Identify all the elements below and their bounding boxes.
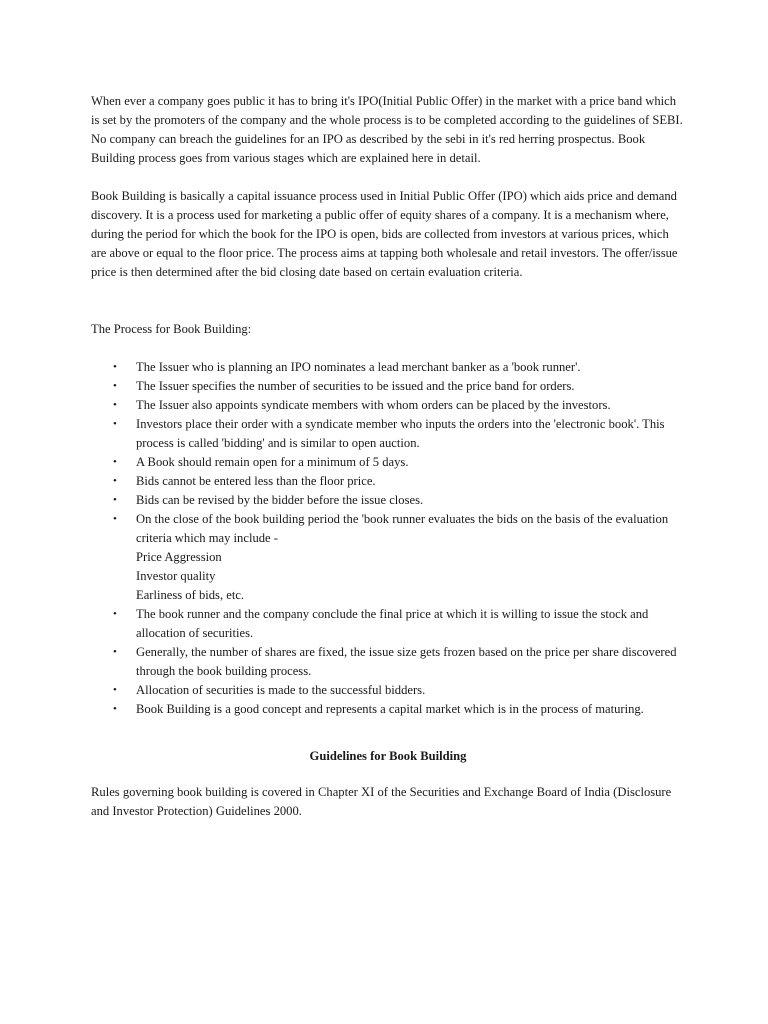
bullet-icon: • [113,703,117,715]
criteria-item: Price Aggression [136,550,222,564]
list-item [91,377,685,396]
step-text: The book runner and the company conclude the final price at which it is willing to issue the stock and allocation of securities. [136,607,649,640]
list-item [91,491,685,510]
step-text: The Issuer also appoints syndicate members with whom orders can be placed by the investors. [136,398,611,412]
bullet-icon: • [113,475,117,487]
step-text: A Book should remain open for a minimum of 5 days. [136,455,409,469]
step-text: Bids cannot be entered less than the floor price. [136,474,376,488]
guidelines-heading: Guidelines for Book Building [309,749,467,763]
list-item [91,358,685,377]
list-item [91,605,685,643]
step-text: Investors place their order with a syndicate member who inputs the orders into the 'electronic book'. This process is called 'bidding' and is similar to open auction. [136,417,665,450]
bullet-icon: • [113,361,117,373]
list-item [91,415,685,453]
step-text: On the close of the book building period the 'book runner evaluates the bids on the basis of the evaluation criteria which may include - [136,512,669,545]
step-text: The Issuer who is planning an IPO nominates a lead merchant banker as a 'book runner'. [136,360,581,374]
step-text: Book Building is a good concept and represents a capital market which is in the process of maturing. [136,702,644,716]
guidelines-paragraph: Rules governing book building is covered in Chapter XI of the Securities and Exchange Board of India (Disclosure and Investor Protection) Guidelines 2000. [91,785,672,818]
list-item [91,643,685,681]
criteria-item: Investor quality [136,569,216,583]
bullet-icon: • [113,684,117,696]
list-item [91,681,685,700]
document-page [91,92,685,821]
step-text: The Issuer specifies the number of securities to be issued and the price band for orders. [136,379,575,393]
bullet-icon: • [113,646,117,658]
criteria-item: Earliness of bids, etc. [136,588,245,602]
bullet-icon: • [113,494,117,506]
list-item [91,453,685,472]
list-item [91,472,685,491]
step-text: Generally, the number of shares are fixed, the issue size gets frozen based on the price per share discovered through the book building process. [136,645,677,678]
bullet-icon: • [113,608,117,620]
definition-paragraph: Book Building is basically a capital issuance process used in Initial Public Offer (IPO) which aids price and demand discovery. It is a process used for marketing a public offer of equity shares of a company. It is a mechanism where, during the period for which the book for the IPO is open, bids are collected from investors at various prices, which are above or equal to the floor price. The process aims at tapping both wholesale and retail investors. The offer/issue price is then determined after the bid closing date based on certain evaluation criteria. [91,189,678,279]
bullet-icon: • [113,380,117,392]
intro-paragraph: When ever a company goes public it has to bring it's IPO(Initial Public Offer) in the market with a price band which is set by the promoters of the company and the whole process is to be completed according to the guidelines of SEBI. No company can breach the guidelines for an IPO as described by the sebi in it's red herring prospectus. Book Building process goes from various stages which are explained here in detail. [91,94,683,165]
list-item [91,510,685,605]
step-text: Allocation of securities is made to the successful bidders. [136,683,426,697]
list-item [91,396,685,415]
step-text: Bids can be revised by the bidder before the issue closes. [136,493,424,507]
bullet-icon: • [113,456,117,468]
bullet-icon: • [113,399,117,411]
process-steps-list [91,358,685,719]
bullet-icon: • [113,418,117,430]
process-heading: The Process for Book Building: [91,322,252,336]
bullet-icon: • [113,513,117,525]
list-item [91,700,685,719]
